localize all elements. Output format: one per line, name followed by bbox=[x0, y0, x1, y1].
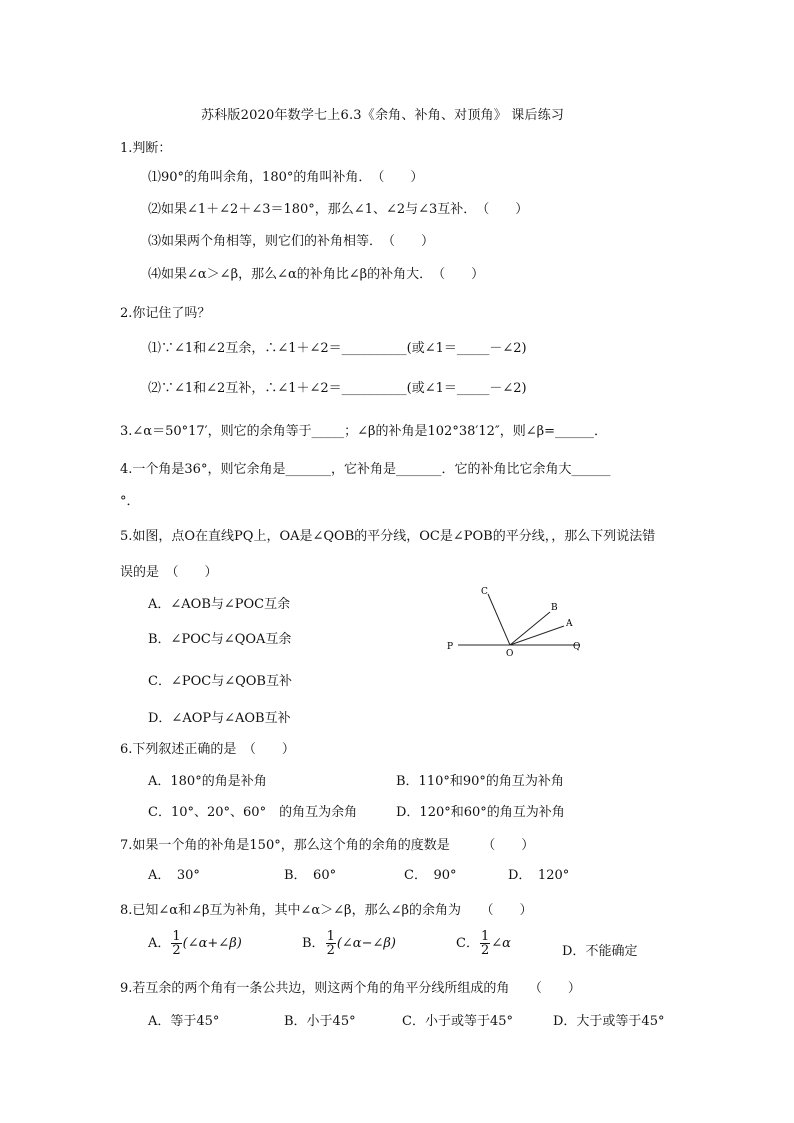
q8-option-c-expr: ∠α bbox=[491, 936, 511, 951]
q7-heading: 7.如果一个角的补角是150°，那么这个角的余角的度数是 （ ） bbox=[120, 838, 535, 853]
q3-text: 3.∠α＝50°17′，则它的余角等于_____；∠β的补角是102°38′12″，则∠β=______． bbox=[120, 424, 608, 439]
q6-option-a: A．180°的角是补角 bbox=[148, 774, 267, 789]
q8-option-c bbox=[456, 930, 511, 957]
q1-item-3: ⑶如果两个角相等，则它们的补角相等． （ ） bbox=[148, 234, 435, 249]
q6-option-d: D．120°和60°的角互为补角 bbox=[396, 805, 565, 820]
q8-option-c-numerator: 1 bbox=[480, 929, 490, 944]
q4-line-2: °． bbox=[120, 494, 140, 509]
q1-item-4: ⑷如果∠α＞∠β，那么∠α的补角比∠β的补角大． （ ） bbox=[148, 267, 485, 282]
q8-option-a bbox=[148, 930, 242, 957]
q5-line-2: 误的是 （ ） bbox=[120, 565, 218, 580]
q2-item-2: ⑵∵∠1和∠2互补，∴∠1＋∠2＝__________(或∠1＝_____－∠2) bbox=[148, 381, 527, 396]
q2-item-1: ⑴∵∠1和∠2互余，∴∠1＋∠2＝__________(或∠1＝_____－∠2) bbox=[148, 341, 527, 356]
q1-item-2: ⑵如果∠1＋∠2＋∠3＝180°，那么∠1、∠2与∠3互补． （ ） bbox=[148, 202, 529, 217]
q5-option-c: C．∠POC与∠QOB互补 bbox=[148, 674, 292, 689]
label-p: P bbox=[447, 642, 454, 652]
q8-option-a-expr: (∠α+∠β) bbox=[182, 936, 242, 951]
ray-oc bbox=[488, 594, 510, 645]
label-c: C bbox=[481, 587, 488, 597]
q8-option-c-fraction bbox=[480, 930, 490, 957]
q9-option-a: A．等于45° bbox=[148, 1014, 220, 1029]
q8-heading: 8.已知∠α和∠β互为补角，其中∠α＞∠β，那么∠β的余角为 （ ） bbox=[120, 903, 533, 918]
q9-heading: 9.若互余的两个角有一条公共边，则这两个角的角平分线所组成的角 （ ） bbox=[120, 981, 581, 996]
q4-line-1: 4.一个角是36°，则它余角是_______，它补角是_______．它的补角比它余角大______ bbox=[120, 462, 611, 477]
q6-heading: 6.下列叙述正确的是 （ ） bbox=[120, 742, 295, 757]
q8-option-d-expr: 不能确定 bbox=[585, 944, 638, 959]
ray-ob bbox=[510, 612, 550, 645]
q7-option-c: C． 90° bbox=[404, 868, 457, 883]
label-o: O bbox=[506, 649, 514, 659]
label-q: Q bbox=[573, 642, 581, 652]
q5-option-b: B．∠POC与∠QOA互余 bbox=[148, 632, 292, 647]
q7-option-b: B． 60° bbox=[284, 868, 337, 883]
q2-heading: 2.你记住了吗？ bbox=[120, 306, 211, 321]
q7-option-a: A． 30° bbox=[148, 868, 200, 883]
q8-option-a-prefix: A． bbox=[148, 936, 171, 951]
q1-heading: 1.判断： bbox=[120, 141, 172, 156]
q9-option-d: D．大于或等于45° bbox=[553, 1014, 665, 1029]
q5-line-1: 5.如图，点O在直线PQ上，OA是∠QOB的平分线，OC是∠POB的平分线，，那么下列说法错 bbox=[120, 529, 656, 544]
q8-option-b bbox=[302, 930, 396, 957]
page-title: 苏科版2020年数学七上6.3《余角、补角、对顶角》 课后练习 bbox=[201, 108, 565, 123]
q8-option-d-prefix: D． bbox=[562, 944, 586, 959]
q8-option-a-numerator: 1 bbox=[172, 929, 181, 944]
q8-option-b-denominator: 2 bbox=[326, 943, 335, 958]
q9-option-b: B．小于45° bbox=[284, 1014, 356, 1029]
q5-option-d: D．∠AOP与∠AOB互补 bbox=[148, 711, 291, 726]
q6-option-b: B．110°和90°的角互为补角 bbox=[396, 774, 564, 789]
q8-option-b-prefix: B． bbox=[302, 936, 325, 951]
q8-option-b-numerator: 1 bbox=[326, 929, 335, 944]
q8-option-c-denominator: 2 bbox=[480, 943, 490, 958]
q8-option-d bbox=[562, 940, 637, 959]
q8-option-b-fraction bbox=[326, 930, 336, 957]
ray-oa bbox=[510, 626, 564, 645]
q1-item-1: ⑴90°的角叫余角，180°的角叫补角． （ ） bbox=[148, 170, 424, 185]
q7-option-d: D． 120° bbox=[508, 868, 570, 883]
label-b: B bbox=[551, 603, 558, 613]
label-a: A bbox=[566, 619, 573, 629]
q8-option-c-prefix: C． bbox=[456, 936, 479, 951]
q8-option-a-denominator: 2 bbox=[172, 943, 181, 958]
q9-option-c: C．小于或等于45° bbox=[402, 1014, 513, 1029]
q5-option-a: A．∠AOB与∠POC互余 bbox=[148, 597, 291, 612]
q8-option-a-fraction bbox=[171, 930, 181, 957]
q5-angle-figure bbox=[440, 578, 600, 660]
q8-option-b-expr: (∠α−∠β) bbox=[336, 936, 396, 951]
q6-option-c: C．10°、20°、60° 的角互为余角 bbox=[148, 805, 358, 820]
